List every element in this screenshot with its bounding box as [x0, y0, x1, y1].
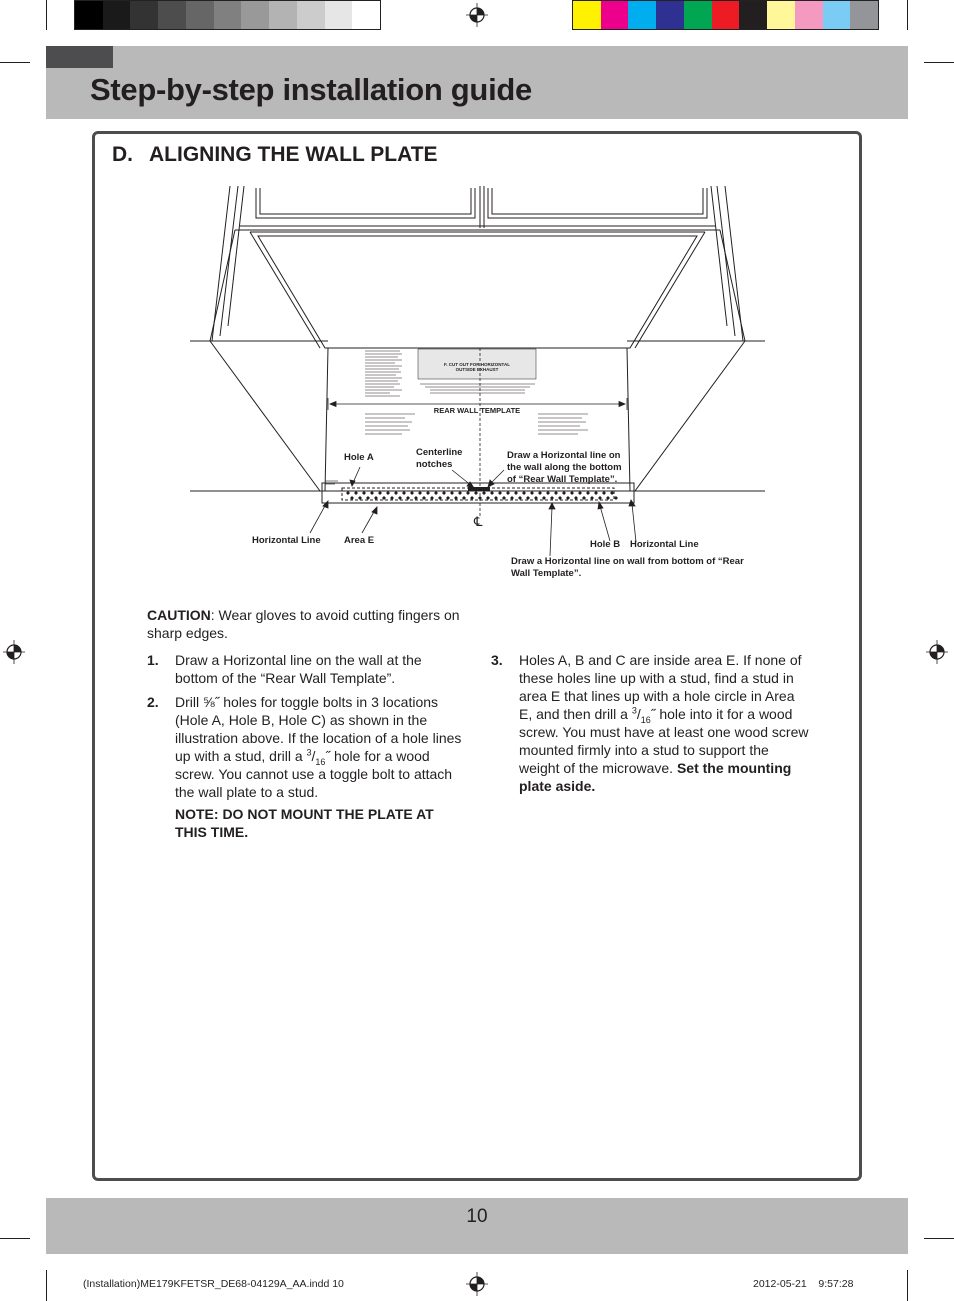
callout-draw-bottom-line-2: Wall Template”.: [511, 568, 582, 579]
crop-mark: [0, 62, 30, 63]
color-swatch: [823, 1, 851, 29]
hole-mark: [542, 496, 546, 500]
callout-centerline-line-1: Centerline: [416, 447, 463, 458]
hole-mark: [502, 496, 506, 500]
hole-mark: [554, 491, 558, 495]
hole-mark: [558, 496, 562, 500]
hole-mark: [538, 491, 542, 495]
hole-mark: [402, 491, 406, 495]
callout-centerline-line-2: notches: [416, 459, 453, 470]
caution-note: [147, 606, 467, 642]
color-swatch: [297, 1, 325, 29]
grayscale-color-bar: [74, 0, 381, 30]
color-swatch: [795, 1, 823, 29]
color-swatch: [573, 1, 601, 29]
hole-mark: [442, 491, 446, 495]
step-number: 2.: [147, 694, 159, 710]
hole-mark: [362, 491, 366, 495]
date-slug: 2012-05-21 9:57:28: [753, 1278, 854, 1290]
color-swatch: [739, 1, 767, 29]
template-text-2: OUTSIDE EXHAUST: [455, 367, 499, 372]
hole-mark: [594, 491, 598, 495]
step-1-text: Draw a Horizontal line on the wall at the bottom of the “Rear Wall Template”.: [175, 652, 422, 686]
hole-mark: [422, 496, 426, 500]
color-swatch: [75, 1, 103, 29]
fraction-numerator: 3: [306, 747, 312, 758]
hole-mark: [450, 491, 454, 495]
color-swatch: [601, 1, 629, 29]
hole-mark: [414, 496, 418, 500]
hole-mark: [586, 491, 590, 495]
registration-mark-icon: [926, 640, 948, 664]
callout-draw-bottom-line-1: Draw a Horizontal line on wall from bottom of “Rear: [511, 556, 744, 567]
fraction-denominator: 16: [640, 714, 651, 725]
hole-mark: [430, 496, 434, 500]
color-swatch: [656, 1, 684, 29]
page-number: 10: [466, 1206, 488, 1227]
color-swatch: [158, 1, 186, 29]
hole-mark: [486, 496, 490, 500]
callout-horizontal-line-right: Horizontal Line: [630, 539, 699, 550]
hole-mark: [578, 491, 582, 495]
section-heading: [112, 143, 438, 167]
registration-mark-icon: [466, 1272, 488, 1296]
hole-mark: [610, 491, 614, 495]
hole-mark: [350, 496, 354, 500]
step-number: 3.: [491, 652, 503, 668]
caution-text: : Wear gloves to avoid cutting fingers on sharp edges.: [147, 607, 460, 641]
color-swatch: [186, 1, 214, 29]
hole-mark: [602, 491, 606, 495]
hole-mark: [454, 496, 458, 500]
hole-mark: [394, 491, 398, 495]
hole-mark: [466, 491, 470, 495]
hole-mark: [482, 491, 486, 495]
callout-draw-top-line-1: Draw a Horizontal line on: [507, 450, 621, 461]
color-swatch: [850, 1, 878, 29]
hole-mark: [614, 496, 618, 500]
color-swatch: [628, 1, 656, 29]
file-slug: (Installation)ME179KFETSR_DE68-04129A_AA.indd 10: [83, 1278, 344, 1290]
hole-mark: [470, 496, 474, 500]
registration-mark-icon: [3, 640, 25, 664]
color-swatch: [103, 1, 131, 29]
callout-draw-line-bottom: [511, 556, 744, 580]
step-3-text-a: Holes A, B and C are inside area E. If none of these holes line up with a stud, find a stud in area E that lines up with a hole circle in Area E, and then drill a: [519, 652, 802, 722]
header-tab: [46, 46, 113, 68]
color-swatch: [767, 1, 795, 29]
callout-draw-line-top: [507, 450, 622, 486]
crop-mark: [0, 1238, 30, 1239]
hole-mark: [510, 496, 514, 500]
hole-mark: [446, 496, 450, 500]
step-number: 1.: [147, 652, 159, 668]
color-swatch: [130, 1, 158, 29]
hole-mark: [514, 491, 518, 495]
callout-hole-b: Hole B: [590, 539, 621, 550]
hole-mark: [550, 496, 554, 500]
hole-mark: [370, 491, 374, 495]
hole-mark: [546, 491, 550, 495]
hole-mark: [398, 496, 402, 500]
crop-mark: [924, 1238, 954, 1239]
section-letter: D.: [112, 143, 133, 166]
step-3-number: 3: [491, 652, 499, 668]
hole-mark: [562, 491, 566, 495]
callout-area-e: Area E: [344, 535, 375, 546]
hole-mark: [506, 491, 510, 495]
hole-mark: [382, 496, 386, 500]
hole-mark: [570, 491, 574, 495]
hole-mark: [606, 496, 610, 500]
color-swatch: [684, 1, 712, 29]
hole-mark: [566, 496, 570, 500]
hole-mark: [410, 491, 414, 495]
hole-mark: [574, 496, 578, 500]
caution-label: CAUTION: [147, 607, 211, 623]
fraction-denominator: 16: [315, 756, 326, 767]
wall-plate-diagram: [190, 186, 765, 586]
callout-centerline: [416, 447, 462, 471]
hole-mark: [346, 491, 350, 495]
step-3-text-b: ˝ hole into it for a wood screw. You must have at least one wood screw mounted firmly into a stud to support the weight of the microwave.: [519, 706, 809, 776]
callout-draw-top-line-3: of “Rear Wall Template”.: [507, 474, 618, 485]
template-text-1: F. CUT OUT FOR HORIZONTAL: [444, 362, 510, 367]
hole-mark: [462, 496, 466, 500]
hole-mark: [378, 491, 382, 495]
step-2-text-b: ˝ hole for a wood screw. You cannot use a toggle bolt to attach the wall plate to a stud.: [175, 748, 453, 800]
hole-mark: [354, 491, 358, 495]
step-3-text-bold: Set the mounting plate aside.: [519, 760, 792, 794]
page-title: Step-by-step installation guide: [90, 72, 532, 107]
hole-mark: [434, 491, 438, 495]
hole-mark: [590, 496, 594, 500]
hole-mark: [534, 496, 538, 500]
hole-mark: [582, 496, 586, 500]
hole-mark: [474, 491, 478, 495]
note: NOTE: DO NOT MOUNT THE PLATE AT THIS TIME.: [175, 806, 434, 840]
section-title: ALIGNING THE WALL PLATE: [149, 143, 438, 166]
rear-wall-template-label: REAR WALL TEMPLATE: [433, 406, 521, 415]
callout-draw-top-line-2: the wall along the bottom: [507, 462, 622, 473]
hole-mark: [478, 496, 482, 500]
fraction-numerator: 3: [631, 705, 637, 716]
hole-mark: [490, 491, 494, 495]
color-swatch: [269, 1, 297, 29]
color-swatch: [325, 1, 353, 29]
hole-mark: [438, 496, 442, 500]
step-2-text-a: Drill ⅝˝ holes for toggle bolts in 3 locations (Hole A, Hole B, Hole C) as shown in the illustration above. If the location of a hole lines up with a stud, drill a: [175, 694, 462, 764]
centerline-symbol: ℄: [474, 515, 483, 530]
step-1-number: 1: [147, 652, 155, 668]
color-swatch: [214, 1, 242, 29]
hole-mark: [406, 496, 410, 500]
hole-mark: [598, 496, 602, 500]
hole-mark: [358, 496, 362, 500]
crop-mark: [46, 1270, 47, 1301]
step-3-text: Holes A, B and C are inside area E. If none of these holes line up with a stud, find a stud in area E that lines up with a hole circle in Area E, and then drill a $^3/_{16}˝$ hole into it for a wood screw. You must have at least one wood screw mounted firmly into a stud to support the weight of the microwave. Set the mounting plate aside.: [519, 652, 809, 794]
registration-mark-icon: [466, 3, 488, 27]
step-2-text: Drill ⅝˝ holes for toggle bolts in 3 locations (Hole A, Hole B, Hole C) as shown in the illustration above. If the location of a hole lines up with a stud, drill a $^3/_{16}˝$ hole for a wood screw. You cannot use a toggle bolt to attach the wall plate to a stud.: [175, 694, 462, 800]
hole-mark: [494, 496, 498, 500]
hole-mark: [366, 496, 370, 500]
callout-horizontal-line-left: Horizontal Line: [252, 535, 321, 546]
callout-hole-a: Hole A: [344, 452, 374, 463]
color-swatch: [241, 1, 269, 29]
crop-mark: [907, 0, 908, 30]
hole-mark: [418, 491, 422, 495]
hole-mark: [386, 491, 390, 495]
crop-mark: [46, 0, 47, 30]
process-color-bar: [572, 0, 879, 30]
step-2-number: 2: [147, 694, 155, 710]
hole-mark: [458, 491, 462, 495]
crop-mark: [907, 1270, 908, 1301]
hole-mark: [426, 491, 430, 495]
crop-mark: [924, 62, 954, 63]
hole-mark: [498, 491, 502, 495]
color-swatch: [352, 1, 380, 29]
hole-mark: [390, 496, 394, 500]
color-swatch: [712, 1, 740, 29]
hole-mark: [522, 491, 526, 495]
hole-mark: [530, 491, 534, 495]
hole-mark: [526, 496, 530, 500]
hole-mark: [374, 496, 378, 500]
hole-mark: [518, 496, 522, 500]
